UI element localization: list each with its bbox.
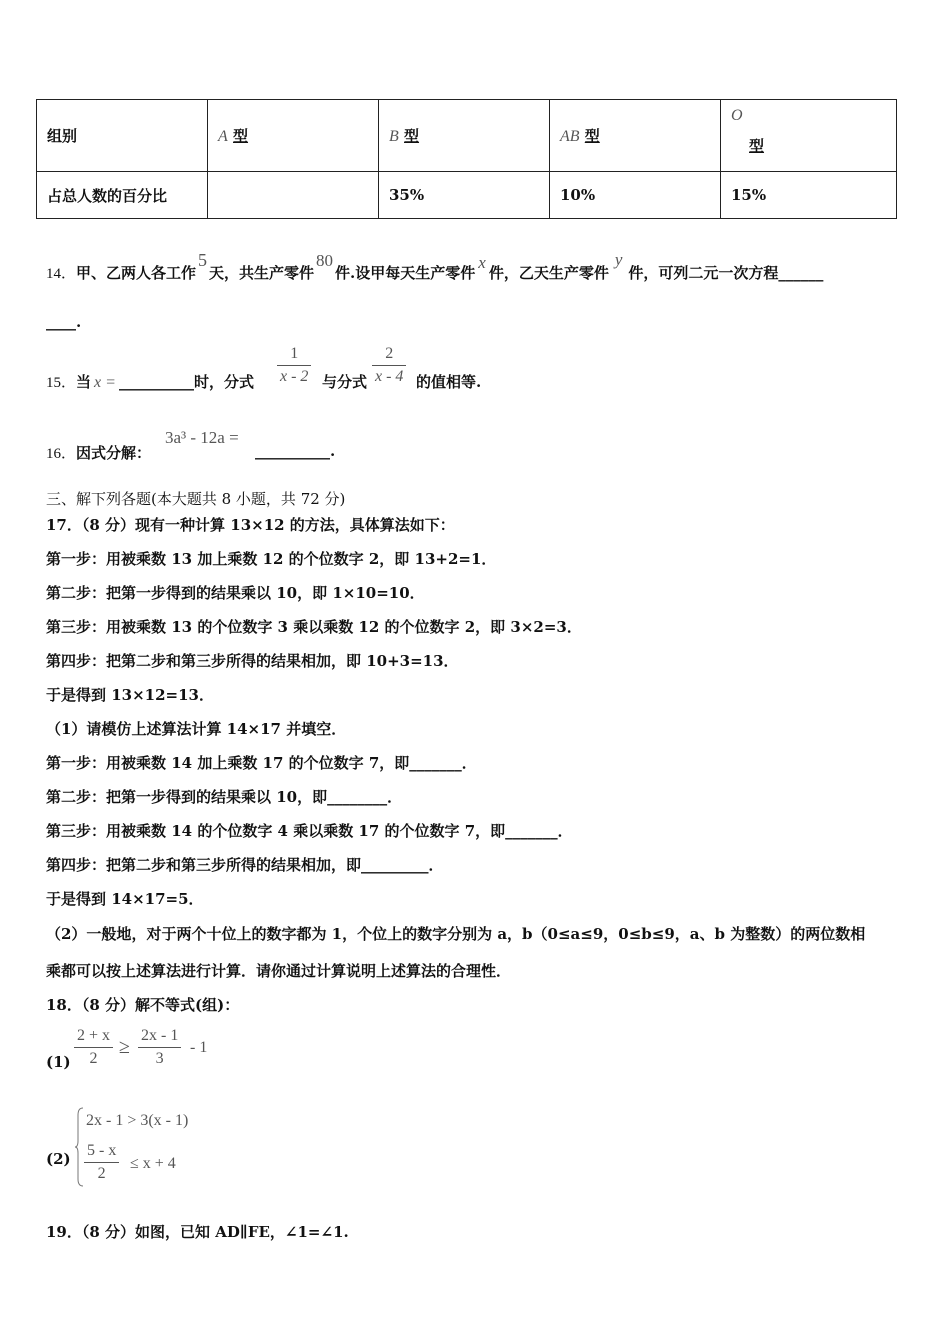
table-cell: 组别 xyxy=(37,100,208,172)
q17-result: 于是得到 13×12=13． xyxy=(46,686,214,704)
table-cell xyxy=(208,172,379,219)
q17-part-1: （1）请模仿上述算法计算 14×17 并填空． xyxy=(46,720,347,738)
table-cell: 15% xyxy=(721,172,897,219)
q17-step-3: 第三步：用被乘数 13 的个位数字 3 乘以乘数 12 的个位数字 2，即 3×2=3． xyxy=(46,618,582,636)
q17-step-4: 第四步：把第二步和第三步所得的结果相加，即 10+3=13． xyxy=(46,652,459,670)
ineq1-tail: - 1 xyxy=(190,1039,208,1056)
question-16: 16．因式分解： xyxy=(46,444,152,462)
q17-answer-result: 于是得到 14×17=5． xyxy=(46,890,204,908)
table-cell: AB 型 xyxy=(550,100,721,172)
ineq2-tail: ≤ x + 4 xyxy=(130,1155,176,1172)
q17-answer-step-1: 第一步：用被乘数 14 加上乘数 17 的个位数字 7，即_______． xyxy=(46,754,477,772)
q17-answer-step-2: 第二步：把第一步得到的结果乘以 10，即________． xyxy=(46,788,403,806)
brace-shape xyxy=(74,1107,84,1187)
question-18-head: 18．（8 分）解不等式(组)： xyxy=(46,996,240,1014)
ineq2-fraction: 5 - x 2 xyxy=(84,1142,119,1183)
ineq2-line1: 2x - 1 > 3(x - 1) xyxy=(86,1112,189,1129)
table-cell: A 型 xyxy=(208,100,379,172)
table-row xyxy=(37,172,897,219)
q17-part-2: （2）一般地，对于两个十位上的数字都为 1，个位上的数字分别为 a，b（0≤a≤9，0≤b≤9，a、b 为整数）的两位数相 xyxy=(46,925,866,943)
ineq1-right-fraction: 2x - 1 3 xyxy=(138,1027,181,1068)
q17-answer-step-4: 第四步：把第二步和第三步所得的结果相加，即_________． xyxy=(46,856,444,874)
q18-label-2: (2) xyxy=(46,1150,71,1168)
question-19-head: 19．（8 分）如图，已知 AD∥FE，∠1=∠1. xyxy=(46,1223,349,1241)
fraction-1: 1 x - 2 xyxy=(277,345,311,386)
fraction-2: 2 x - 4 xyxy=(372,345,406,386)
table-cell: 35% xyxy=(379,172,550,219)
table-cell: 占总人数的百分比 xyxy=(37,172,208,219)
q18-label-1: (1) xyxy=(46,1053,71,1071)
question-15: 15．当 x = __________时，分式 xyxy=(46,373,254,391)
system-brace xyxy=(74,1107,84,1187)
question-16-expression: 3a³ - 12a = xyxy=(165,428,239,447)
question-15-mid: 与分式 xyxy=(322,373,368,391)
table-cell: B 型 xyxy=(379,100,550,172)
q17-answer-step-3: 第三步：用被乘数 14 的个位数字 4 乘以乘数 17 的个位数字 7，即_______． xyxy=(46,822,573,840)
section-heading: 三、解下列各题(本大题共 8 小题，共 72 分) xyxy=(46,490,346,508)
question-16-blank: __________. xyxy=(255,442,336,460)
question-14-continued: ____. xyxy=(46,313,82,331)
q17-step-2: 第二步：把第一步得到的结果乘以 10，即 1×10=10． xyxy=(46,584,425,602)
q17-step-1: 第一步：用被乘数 13 加上乘数 12 的个位数字 2，即 13+2=1． xyxy=(46,550,497,568)
ineq1-operator: ≥ xyxy=(119,1036,130,1058)
table-header-row xyxy=(37,100,897,172)
table-cell: 10% xyxy=(550,172,721,219)
question-15-end: 的值相等. xyxy=(416,373,482,391)
question-17-head: 17．（8 分）现有一种计算 13×12 的方法，具体算法如下： xyxy=(46,516,455,534)
question-14: 14．甲、乙两人各工作5天，共生产零件80件.设甲每天生产零件x件，乙天生产零件y件，可列二元一次方程______ xyxy=(46,250,824,282)
blood-type-table xyxy=(36,99,897,219)
table-cell: O 型 xyxy=(721,100,897,172)
ineq1-left-fraction: 2 + x 2 xyxy=(74,1027,113,1068)
q17-part-2-continued: 乘都可以按上述算法进行计算．请你通过计算说明上述算法的合理性． xyxy=(46,962,512,980)
